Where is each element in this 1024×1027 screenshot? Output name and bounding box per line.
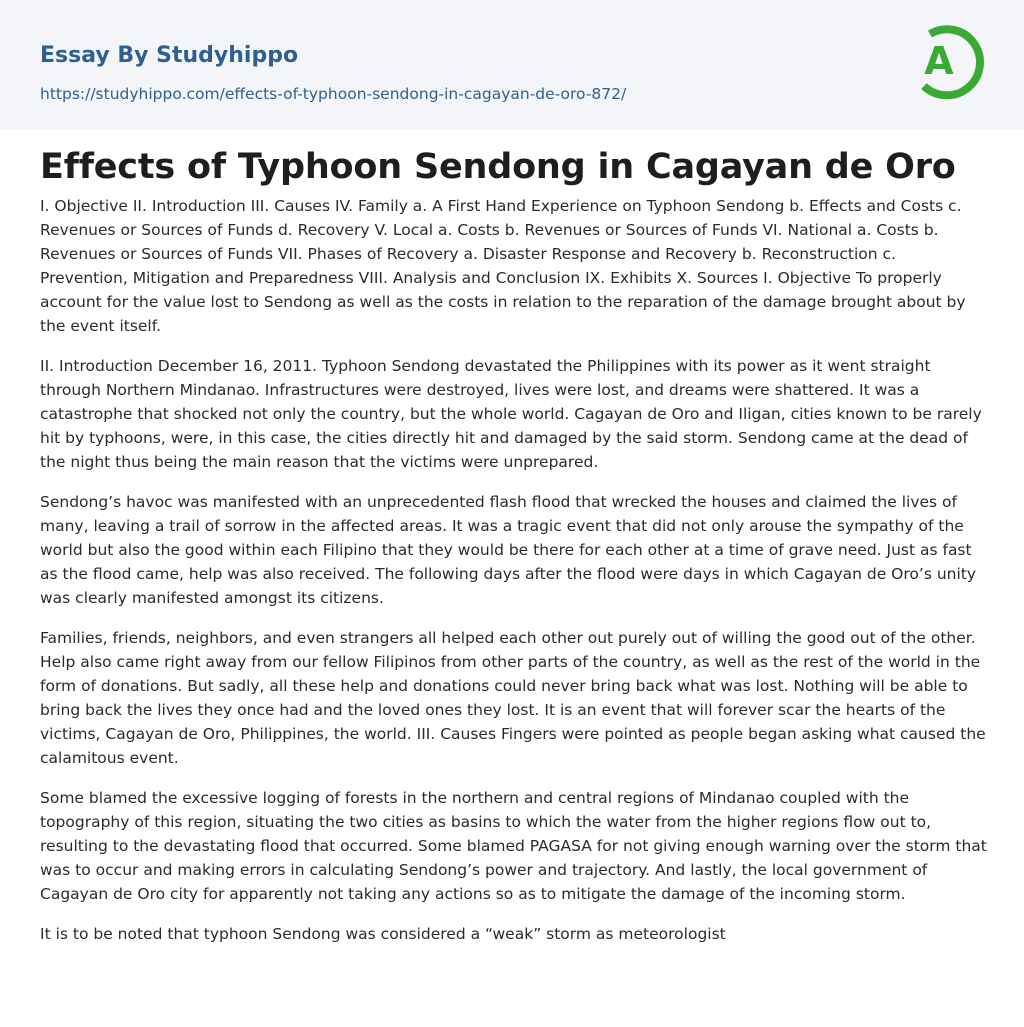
essay-content <box>40 143 988 962</box>
studyhippo-logo-icon[interactable] <box>912 18 986 104</box>
essay-title: Effects of Typhoon Sendong in Cagayan de Oro <box>40 147 956 187</box>
site-brand[interactable]: Essay By Studyhippo <box>40 43 299 68</box>
essay-paragraph: I. Objective II. Introduction III. Causes IV. Family a. A First Hand Experience on Typhoon Sendong b. Effects and Costs c. Revenues or Sources of Funds d. Recovery V. Local a. Costs b. Revenues or Sources of Funds VI. National a. Costs b. Revenues or Sources of Funds VII. Phases of Recovery a. Disaster Response and Recovery b. Reconstruction c. Prevention, Mitigation and Preparedness VIII. Analysis and Conclusion IX. Exhibits X. Sources I. Objective To properly account for the value lost to Sendong as well as the costs in relation to the reparation of the damage brought about by the event itself. <box>40 197 966 335</box>
site-header <box>0 0 1024 129</box>
essay-paragraph: Families, friends, neighbors, and even strangers all helped each other out purely out of willing the good out of the other. Help also came right away from our fellow Filipinos from other parts of the country, as well as the rest of the world in the form of donations. But sadly, all these help and donations could never bring back what was lost. Nothing will be able to bring back the lives they once had and the loved ones they lost. It is an event that will forever scar the hearts of the victims, Cagayan de Oro, Philippines, the world. III. Causes Fingers were pointed as people began asking what caused the calamitous event. <box>40 629 986 767</box>
essay-paragraph: Some blamed the excessive logging of forests in the northern and central regions of Mindanao coupled with the topography of this region, situating the two cities as basins to which the water from the higher regions flow out to, resulting to the devastating flood that occurred. Some blamed PAGASA for not giving enough warning over the storm that was to occur and making errors in calculating Sendong’s power and trajectory. And lastly, the local government of Cagayan de Oro city for apparently not taking any actions so as to mitigate the damage of the incoming storm. <box>40 789 987 903</box>
logo-letter: A <box>924 39 954 83</box>
essay-paragraph: Sendong’s havoc was manifested with an unprecedented flash flood that wrecked the houses and claimed the lives of many, leaving a trail of sorrow in the affected areas. It was a tragic event that did not only arouse the sympathy of the world but also the good within each Filipino that they would be there for each other at a time of grave need. Just as fast as the flood came, help was also received. The following days after the flood were days in which Cagayan de Oro’s unity was clearly manifested amongst its citizens. <box>40 493 977 607</box>
essay-paragraph: II. Introduction December 16, 2011. Typhoon Sendong devastated the Philippines with its power as it went straight through Northern Mindanao. Infrastructures were destroyed, lives were lost, and dreams were shattered. It was a catastrophe that shocked not only the country, but the whole world. Cagayan de Oro and Iligan, cities known to be rarely hit by typhoons, were, in this case, the cities directly hit and damaged by the said storm. Sendong came at the dead of the night thus being the main reason that the victims were unprepared. <box>40 357 982 471</box>
essay-url-link[interactable]: https://studyhippo.com/effects-of-typhoon-sendong-in-cagayan-de-oro-872/ <box>40 85 627 103</box>
essay-paragraph: It is to be noted that typhoon Sendong was considered a “weak” storm as meteorologist <box>40 925 726 943</box>
